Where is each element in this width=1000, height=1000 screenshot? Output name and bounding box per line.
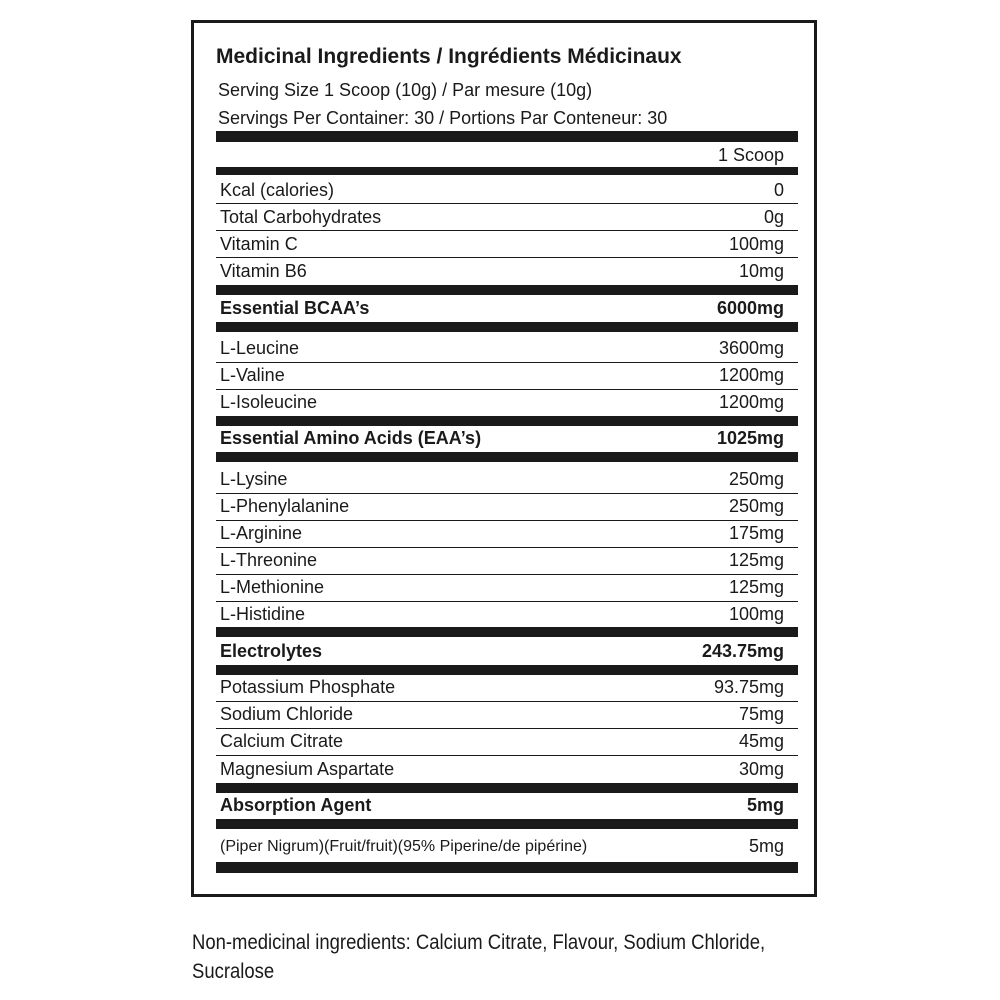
table-row	[216, 547, 798, 574]
divider-thick	[216, 322, 798, 332]
table-row	[216, 204, 798, 231]
divider-thick	[216, 862, 798, 873]
column-header-scoop: 1 Scoop	[717, 145, 784, 165]
row-amount: 93.75mg	[713, 677, 784, 697]
section-name: Essential Amino Acids (EAA’s)	[220, 428, 482, 448]
row-amount: 175mg	[728, 523, 784, 543]
divider-thick	[216, 167, 798, 175]
divider-thick	[216, 285, 798, 295]
table-row	[216, 335, 798, 362]
section-amount: 243.75mg	[701, 641, 784, 661]
row-amount: 100mg	[728, 604, 784, 624]
section-header-absorption	[216, 792, 798, 819]
table-row	[216, 231, 798, 258]
row-name: Vitamin B6	[220, 261, 307, 281]
divider-thick	[216, 819, 798, 829]
table-row	[216, 728, 798, 755]
serving-size: Serving Size 1 Scoop (10g) / Par mesure (10g)	[218, 80, 593, 100]
row-name: Total Carbohydrates	[220, 207, 382, 227]
row-amount: 75mg	[738, 704, 784, 724]
table-row	[216, 701, 798, 728]
section-amount: 6000mg	[716, 298, 784, 318]
section-header-eaa	[216, 425, 798, 452]
row-name: L-Threonine	[220, 550, 318, 570]
row-name: L-Leucine	[220, 338, 300, 358]
row-name: (Piper Nigrum)(Fruit/fruit)(95% Piperine/de pipérine)	[220, 838, 588, 855]
section-header-electrolytes	[216, 638, 798, 665]
row-amount: 250mg	[728, 469, 784, 489]
row-name: Sodium Chloride	[220, 704, 354, 724]
row-amount: 30mg	[738, 759, 784, 779]
table-row	[216, 601, 798, 628]
row-amount: 250mg	[728, 496, 784, 516]
row-name: Calcium Citrate	[220, 731, 344, 751]
table-row	[216, 177, 798, 204]
row-name: L-Arginine	[220, 523, 303, 543]
section-amount: 1025mg	[716, 428, 784, 448]
row-name: L-Isoleucine	[220, 392, 318, 412]
row-name: L-Valine	[220, 365, 285, 385]
row-amount: 5mg	[748, 836, 784, 856]
divider-thick	[216, 452, 798, 462]
section-header-bcaa	[216, 295, 798, 322]
divider-thick	[216, 131, 798, 142]
table-row	[216, 674, 798, 701]
section-name: Essential BCAA’s	[220, 298, 370, 318]
row-amount: 1200mg	[718, 392, 784, 412]
row-name: L-Methionine	[220, 577, 325, 597]
row-name: Vitamin C	[220, 234, 298, 254]
row-amount: 1200mg	[718, 365, 784, 385]
row-amount: 45mg	[738, 731, 784, 751]
row-amount: 100mg	[728, 234, 784, 254]
panel-title: Medicinal Ingredients / Ingrédients Médicinaux	[216, 45, 682, 68]
row-name: Potassium Phosphate	[220, 677, 396, 697]
row-amount: 0	[773, 180, 784, 200]
row-name: Magnesium Aspartate	[220, 759, 395, 779]
table-row	[216, 833, 798, 860]
row-name: Kcal (calories)	[220, 180, 335, 200]
row-name: L-Phenylalanine	[220, 496, 350, 516]
row-amount: 125mg	[728, 577, 784, 597]
table-row	[216, 493, 798, 520]
non-medicinal-ingredients: Non-medicinal ingredients: Calcium Citrate, Flavour, Sodium Chloride, Sucralose	[192, 931, 766, 983]
row-amount: 0g	[763, 207, 784, 227]
table-row	[216, 574, 798, 601]
table-row	[216, 362, 798, 389]
section-amount: 5mg	[746, 795, 784, 815]
table-row	[216, 466, 798, 493]
row-name: L-Lysine	[220, 469, 288, 489]
row-name: L-Histidine	[220, 604, 306, 624]
table-row	[216, 520, 798, 547]
table-row	[216, 756, 798, 783]
section-name: Electrolytes	[220, 641, 323, 661]
divider-thick	[216, 627, 798, 637]
servings-per-container: Servings Per Container: 30 / Portions Par Conteneur: 30	[218, 108, 668, 128]
table-row	[216, 258, 798, 285]
row-amount: 125mg	[728, 550, 784, 570]
row-amount: 3600mg	[718, 338, 784, 358]
table-row	[216, 389, 798, 416]
row-amount: 10mg	[738, 261, 784, 281]
section-name: Absorption Agent	[220, 795, 372, 815]
